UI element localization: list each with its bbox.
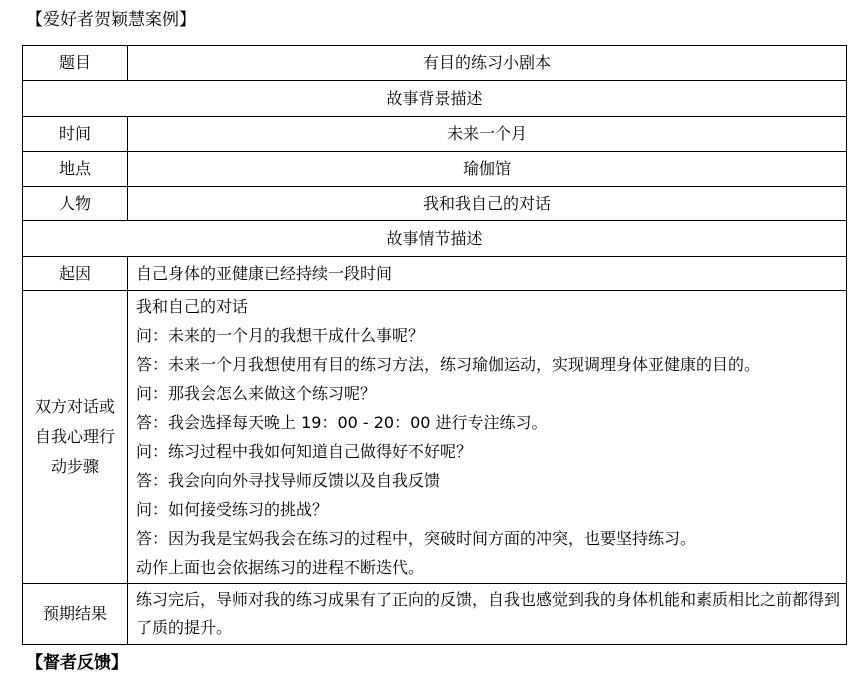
background-heading: 故事背景描述 xyxy=(23,81,847,117)
cause-label: 起因 xyxy=(23,257,128,291)
table-row-result xyxy=(23,584,847,645)
table-row-background xyxy=(23,81,847,117)
dialogue-line: 动作上面也会依据练习的进程不断迭代。 xyxy=(136,558,425,577)
table-row-time xyxy=(23,117,847,152)
dialogue-line: 答：未来一个月我想使用有目的练习方法，练习瑜伽运动，实现调理身体亚健康的目的。 xyxy=(136,355,761,374)
result-value xyxy=(128,584,847,645)
result-label: 预期结果 xyxy=(23,584,128,645)
place-value: 瑜伽馆 xyxy=(128,152,847,187)
title-value: 有目的练习小剧本 xyxy=(128,46,847,81)
dialogue-line: 答：我会向向外寻找导师反馈以及自我反馈 xyxy=(136,471,441,490)
time-value: 未来一个月 xyxy=(128,117,847,152)
dialogue-label-line: 双方对话或 xyxy=(34,397,115,416)
dialogue-line: 问：练习过程中我如何知道自己做得好不好呢？ xyxy=(136,442,473,461)
table-row-people xyxy=(23,187,847,221)
table-row-place xyxy=(23,152,847,187)
dialogue-content xyxy=(128,291,847,584)
dialogue-label-line: 自我心理行 xyxy=(34,427,115,446)
dialogue-line: 问：如何接受练习的挑战？ xyxy=(136,500,329,519)
time-label: 时间 xyxy=(23,117,128,152)
dialogue-line: 答：我会选择每天晚上 19：00 - 20：00 进行专注练习。 xyxy=(136,413,548,432)
dialogue-line: 问：未来的一个月的我想干成什么事呢？ xyxy=(136,326,425,345)
script-table xyxy=(22,45,847,645)
table-row-title xyxy=(23,46,847,81)
people-value: 我和我自己的对话 xyxy=(128,187,847,221)
dialogue-line: 我和自己的对话 xyxy=(136,297,249,316)
table-row-cause xyxy=(23,257,847,291)
dialogue-line: 答：因为我是宝妈我会在练习的过程中，突破时间方面的冲突，也要坚持练习。 xyxy=(136,529,697,548)
plot-heading: 故事情节描述 xyxy=(23,221,847,257)
case-title: 【爱好者贺颖慧案例】 xyxy=(26,10,196,30)
dialogue-label-line: 动步骤 xyxy=(50,457,99,476)
table-row-plot xyxy=(23,221,847,257)
dialogue-line: 问：那我会怎么来做这个练习呢？ xyxy=(136,384,377,403)
feedback-heading: 【督者反馈】 xyxy=(26,653,128,673)
place-label: 地点 xyxy=(23,152,128,187)
table-row-dialogue xyxy=(23,291,847,584)
title-label: 题目 xyxy=(23,46,128,81)
cause-value: 自己身体的亚健康已经持续一段时间 xyxy=(128,257,847,291)
people-label: 人物 xyxy=(23,187,128,221)
result-text: 练习完后，导师对我的练习成果有了正向的反馈，自我也感觉到我的身体机能和素质相比之前都得到了质的提升。 xyxy=(136,590,841,637)
dialogue-label xyxy=(23,291,128,584)
